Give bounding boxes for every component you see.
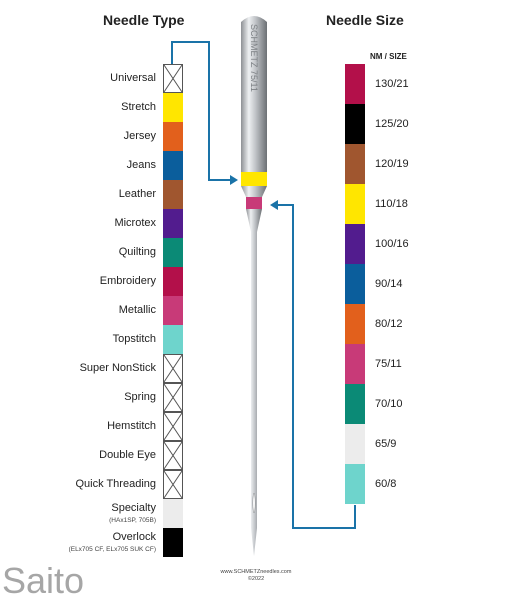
needle-type-label: Super NonStick: [79, 362, 156, 374]
needle-size-color-band: [246, 197, 262, 209]
needle-type-sublabel: (ELx705 CF, ELx705 SUK CF): [68, 546, 156, 553]
needle-type-label: Overlock: [112, 531, 156, 543]
needle-type-label: Double Eye: [99, 449, 156, 461]
needle-type-label: Hemstitch: [107, 420, 156, 432]
watermark: Saito: [2, 560, 85, 601]
needle-size-label: 80/12: [375, 318, 403, 330]
needle-type-label: Jeans: [126, 159, 156, 171]
needle-eye: [253, 493, 255, 513]
needle-type-label: Microtex: [114, 217, 156, 229]
needle-type-heading: Needle Type: [103, 12, 185, 28]
needle-engraving: SCHMETZ 75/11: [249, 24, 259, 92]
needle-size-label: 100/16: [375, 238, 409, 250]
needle-type-label: Leather: [118, 188, 156, 200]
needle-size-label: 125/20: [375, 118, 409, 130]
needle-size-label: 75/11: [375, 358, 402, 370]
needle-size-label: 110/18: [375, 198, 408, 210]
needle-type-label: Jersey: [123, 130, 156, 142]
needle-type-sublabel: (HAx1SP, 705B): [109, 517, 156, 524]
needle-size-label: 70/10: [375, 398, 403, 410]
needle-taper: [241, 186, 267, 197]
nm-size-label: NM / SIZE: [370, 52, 407, 61]
needle-type-label: Universal: [110, 72, 156, 84]
needle-type-label: Topstitch: [112, 333, 156, 345]
needle-size-heading: Needle Size: [326, 12, 404, 28]
needle-type-label: Embroidery: [99, 275, 156, 287]
footer-copyright: ©2022: [247, 576, 265, 582]
needle-type-color-band: [241, 172, 267, 186]
needle-size-label: 90/14: [375, 278, 403, 290]
needle-size-label: 120/19: [375, 158, 409, 170]
needle-type-label: Quick Threading: [75, 478, 156, 490]
needle-type-label: Stretch: [121, 101, 156, 113]
needle-size-label: 65/9: [375, 438, 397, 450]
needle-type-label: Metallic: [118, 304, 156, 316]
needle-type-label: Spring: [124, 391, 156, 403]
footer-url: www.SCHMETZneedles.com: [220, 569, 292, 575]
needle-type-label: Quilting: [118, 246, 156, 258]
needle-type-label: Specialty: [111, 502, 156, 514]
needle-size-label: 60/8: [375, 478, 397, 490]
needle-size-label: 130/21: [375, 78, 409, 90]
